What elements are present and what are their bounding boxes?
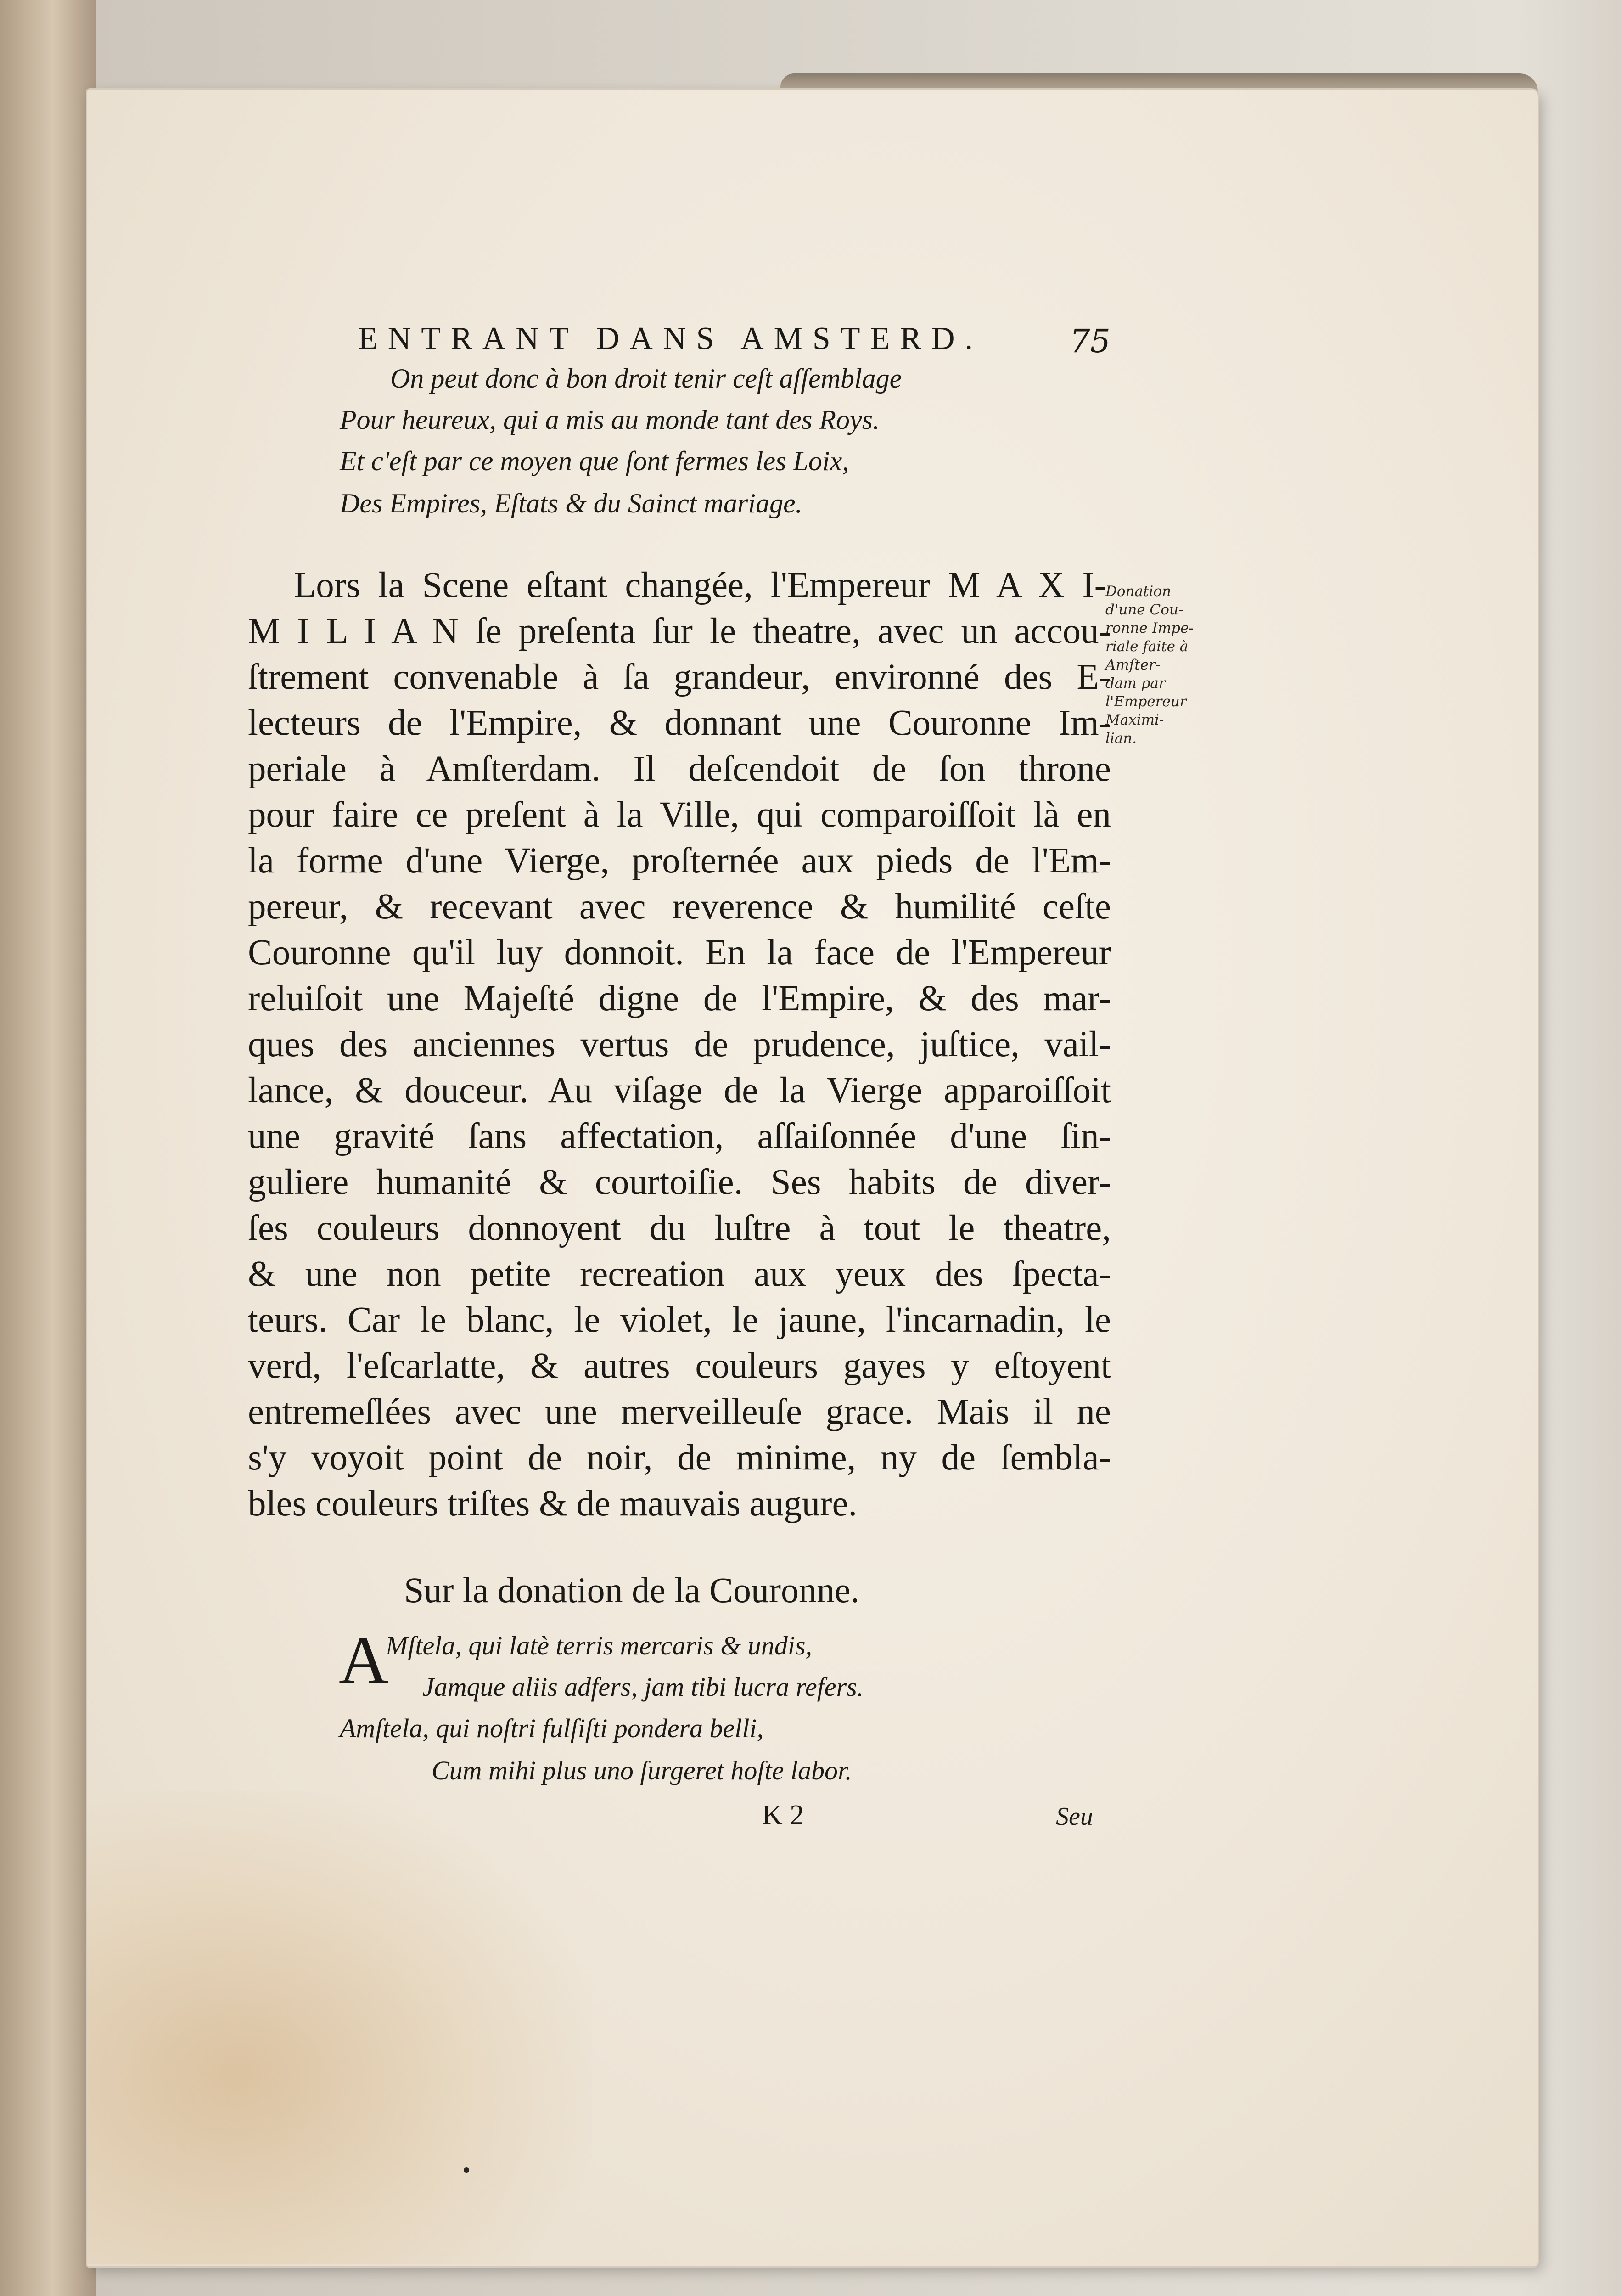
latin-verse-line-1: Mſtela, qui latè terris mercaris & undis, — [386, 1631, 813, 1660]
left-page-edge — [0, 0, 96, 2296]
margin-note: Donation d'une Cou- ronne Impe- riale faite à Amſter- dam par l'Empereur Maximi- lian. — [1105, 583, 1194, 747]
latin-verse-line-3: Amſtela, qui noſtri fulſiſti pondera belli, — [340, 1713, 764, 1743]
body-line-17: teurs. Car le blanc, le violet, le jaune, l'incarnadin, le — [248, 1300, 1111, 1340]
opening-verse-line-1: On peut donc à bon droit tenir ceſt aſſemblage — [390, 363, 902, 394]
body-line-2: M I L I A N ſe preſenta ſur le theatre, avec un accou- — [248, 611, 1111, 651]
body-line-20: s'y voyoit point de noir, de minime, ny de ſembla- — [248, 1438, 1111, 1478]
opening-verse-line-3: Et c'eſt par ce moyen que ſont fermes les Loix, — [340, 446, 849, 476]
body-line-16: & une non petite recreation aux yeux des ſpecta- — [248, 1254, 1111, 1294]
body-line-6: pour faire ce preſent à la Ville, qui comparoiſſoit là en — [248, 795, 1111, 835]
opening-verse-line-2: Pour heureux, qui a mis au monde tant des Roys. — [340, 405, 880, 435]
section-subheading: Sur la donation de la Couronne. — [404, 1570, 860, 1610]
body-line-5: periale à Amſterdam. Il deſcendoit de ſon throne — [248, 749, 1111, 789]
page-number: 75 — [1070, 322, 1111, 360]
body-line-11: ques des anciennes vertus de prudence, juſtice, vail- — [248, 1024, 1111, 1064]
ink-speck — [464, 2167, 469, 2173]
catchword: Seu — [1056, 1802, 1093, 1831]
latin-verse-line-4: Cum mihi plus uno ſurgeret hoſte labor. — [432, 1756, 852, 1785]
body-line-15: ſes couleurs donnoyent du luſtre à tout le theatre, — [248, 1208, 1111, 1248]
body-line-13: une gravité ſans affectation, aſſaiſonnée d'une ſin- — [248, 1116, 1111, 1156]
body-line-21: bles couleurs triſtes & de mauvais augure. — [248, 1484, 858, 1524]
latin-verse-line-2: Jamque aliis adfers, jam tibi lucra refers. — [422, 1672, 864, 1702]
body-line-10: reluiſoit une Majeſté digne de l'Empire, & des mar- — [248, 979, 1111, 1019]
body-line-9: Couronne qu'il luy donnoit. En la face de l'Empereur — [248, 933, 1111, 973]
body-line-4: lecteurs de l'Empire, & donnant une Couronne Im- — [248, 703, 1111, 743]
body-line-14: guliere humanité & courtoiſie. Ses habits de diver- — [248, 1162, 1111, 1202]
drop-cap: A — [339, 1622, 389, 1698]
body-line-3: ſtrement convenable à ſa grandeur, environné des E- — [248, 657, 1111, 697]
body-line-8: pereur, & recevant avec reverence & humilité ceſte — [248, 887, 1111, 927]
body-line-18: verd, l'eſcarlatte, & autres couleurs gayes y eſtoyent — [248, 1346, 1111, 1386]
body-line-12: lance, & douceur. Au viſage de la Vierge apparoiſſoit — [248, 1070, 1111, 1110]
opening-verse-line-4: Des Empires, Eſtats & du Sainct mariage. — [340, 488, 802, 518]
signature-mark: K 2 — [762, 1800, 804, 1831]
running-title: ENTRANT DANS AMSTERD. — [358, 321, 983, 356]
body-line-1: Lors la Scene eſtant changée, l'Empereur M A X I- — [294, 565, 1106, 605]
body-line-7: la forme d'une Vierge, proſternée aux pieds de l'Em- — [248, 841, 1111, 881]
body-line-19: entremeſlées avec une merveilleuſe grace. Mais il ne — [248, 1392, 1111, 1432]
